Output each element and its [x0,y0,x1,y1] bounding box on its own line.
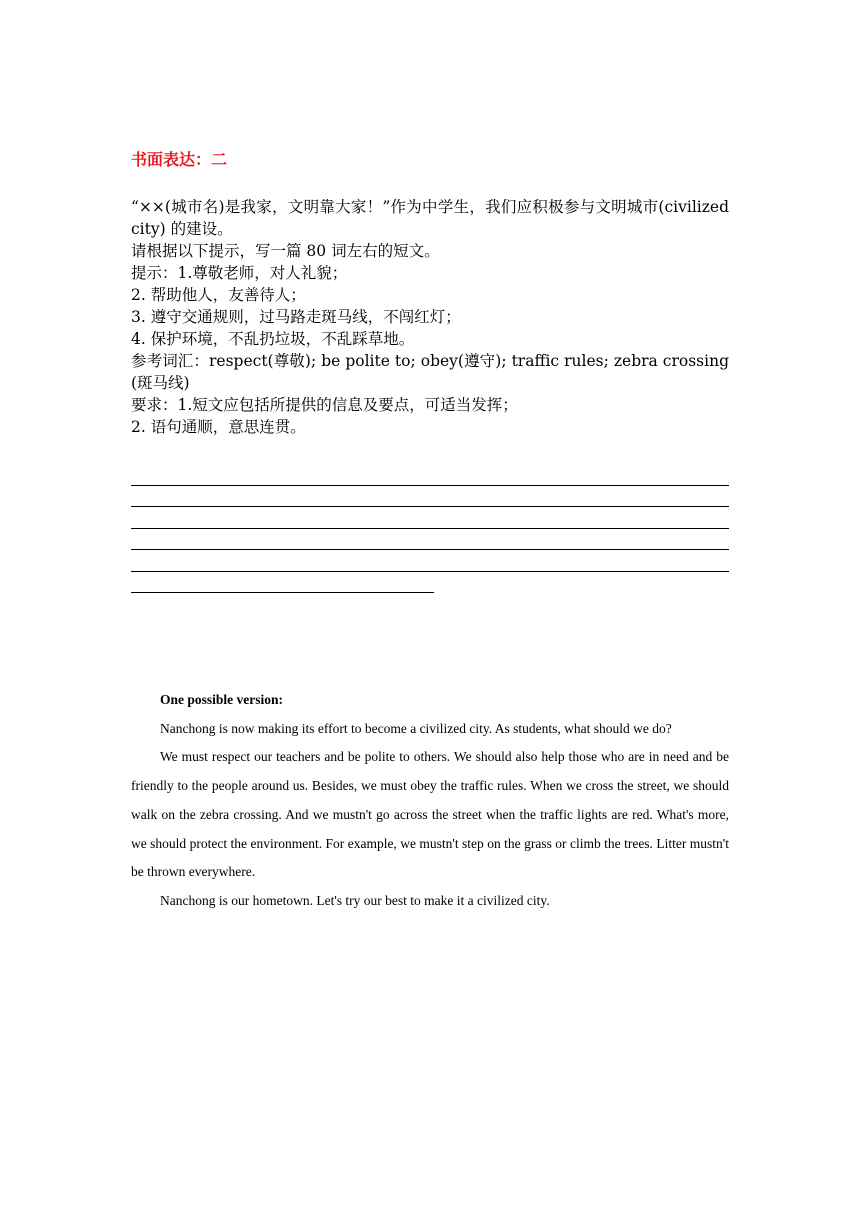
answer-paragraph-1: Nanchong is now making its effort to become a civilized city. As students, what should we do? [160,720,672,736]
blank-line [131,507,729,529]
blank-line [131,550,729,572]
prompt-tip-3: 3. 遵守交通规则，过马路走斑马线，不闯红灯； [131,308,461,326]
answer-title: One possible version: [160,692,284,707]
prompt-vocab: 参考词汇：respect(尊敬); be polite to; obey(遵守); traffic rules; zebra crossing(斑马线) [131,352,729,392]
answer-paragraph-3: Nanchong is our hometown. Let's try our best to make it a civilized city. [160,892,550,908]
prompt-requirement-2: 2. 语句通顺，意思连贯。 [131,418,306,436]
prompt-requirement-1: 要求：1.短文应包括所提供的信息及要点，可适当发挥； [131,396,518,414]
prompt-tip-4: 4. 保护环境，不乱扔垃圾，不乱踩草地。 [131,330,415,348]
prompt-tip-1: 提示：1.尊敬老师，对人礼貌； [131,264,348,282]
blank-line [131,486,729,508]
blank-line [131,529,729,551]
prompt-intro: “××(城市名)是我家，文明靠大家！”作为中学生，我们应积极参与文明城市(civilized city) 的建设。 [131,198,729,238]
answer-paragraph-2: We must respect our teachers and be polite to others. We should also help those who are in need and be friendly to the people around us. Besides, we must obey the traffic rules. When we cross the street, we should walk on the zebra crossing. And we mustn't go across the street when the traffic lights are red. What's more, we should protect the environment. For example, we mustn't step on the grass or climb the trees. Litter mustn't be thrown everywhere. [131,749,729,880]
sample-answer [131,686,729,916]
section-heading: 书面表达：二 [131,150,228,169]
prompt-instruction: 请根据以下提示，写一篇 80 词左右的短文。 [131,242,440,260]
blank-line [131,464,729,486]
prompt-tip-2: 2. 帮助他人，友善待人； [131,286,306,304]
blank-line-short [131,572,434,594]
writing-prompt [131,196,729,438]
answer-blank-lines [131,464,729,593]
